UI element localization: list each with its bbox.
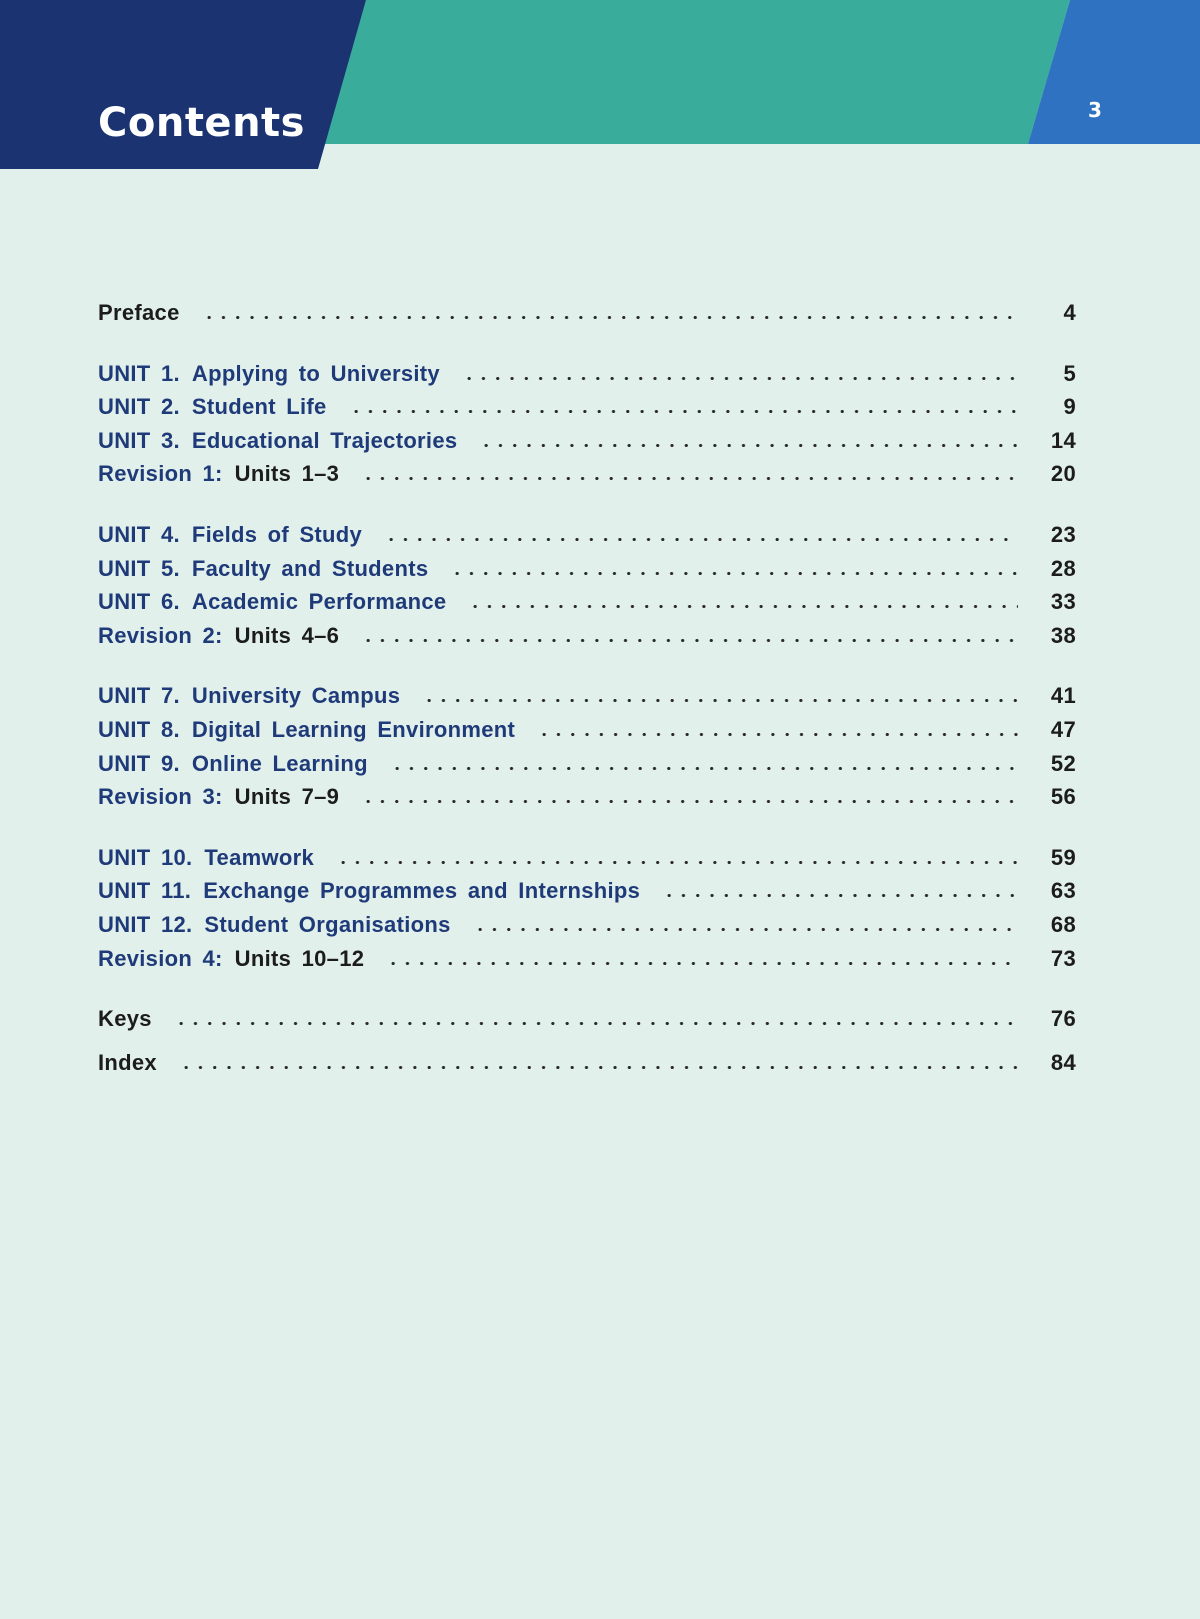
entry-title: Applying to University	[191, 360, 440, 386]
dot-leader	[349, 410, 1018, 413]
toc-group	[98, 300, 1076, 334]
unit-label: UNIT 7.	[98, 683, 180, 709]
unit-label: UNIT 9.	[98, 750, 180, 776]
toc-entry[interactable]	[98, 1050, 1076, 1084]
page-ref: 33	[1050, 589, 1076, 615]
dot-leader	[361, 477, 1018, 480]
dot-leader	[479, 444, 1018, 447]
page-number: 3	[1088, 98, 1102, 122]
entry-title: Units 10–12	[234, 945, 365, 971]
page-ref: 63	[1050, 878, 1076, 904]
dot-leader	[179, 1066, 1018, 1069]
page-ref: 9	[1063, 394, 1076, 420]
page-ref: 59	[1050, 844, 1076, 870]
entry-title: Index	[98, 1049, 157, 1075]
table-of-contents	[98, 300, 1076, 1110]
unit-label: UNIT 8.	[98, 716, 180, 742]
dot-leader	[361, 800, 1018, 803]
toc-entry[interactable]	[98, 522, 1076, 556]
unit-label: UNIT 6.	[98, 589, 180, 615]
page-ref: 14	[1050, 427, 1076, 453]
toc-entry[interactable]	[98, 461, 1076, 495]
toc-entry[interactable]	[98, 300, 1076, 334]
toc-entry[interactable]	[98, 428, 1076, 462]
entry-title: Keys	[98, 1006, 152, 1032]
unit-label: UNIT 12.	[98, 911, 193, 937]
entry-title: Student Life	[191, 394, 327, 420]
page-header	[0, 0, 1200, 170]
dot-leader	[537, 733, 1018, 736]
toc-entry[interactable]	[98, 1006, 1076, 1040]
page-ref: 73	[1050, 945, 1076, 971]
dot-leader	[384, 538, 1018, 541]
page-ref: 52	[1050, 750, 1076, 776]
toc-entry[interactable]	[98, 878, 1076, 912]
dot-leader	[473, 928, 1018, 931]
toc-entry[interactable]	[98, 394, 1076, 428]
toc-entry[interactable]	[98, 845, 1076, 879]
toc-entry[interactable]	[98, 946, 1076, 980]
dot-leader	[390, 767, 1018, 770]
entry-title: Teamwork	[204, 844, 315, 870]
page-ref: 38	[1050, 622, 1076, 648]
revision-label: Revision 2:	[98, 622, 223, 648]
page-ref: 23	[1050, 521, 1076, 547]
toc-group	[98, 1006, 1076, 1083]
page-ref: 41	[1050, 683, 1076, 709]
page-ref: 28	[1050, 555, 1076, 581]
entry-title: Educational Trajectories	[191, 427, 458, 453]
dot-leader	[468, 605, 1018, 608]
dot-leader	[336, 861, 1018, 864]
entry-title: Academic Performance	[191, 589, 447, 615]
entry-title: Online Learning	[191, 750, 368, 776]
page-ref: 4	[1063, 300, 1076, 325]
unit-label: UNIT 4.	[98, 521, 180, 547]
entry-title: Fields of Study	[191, 521, 363, 547]
revision-label: Revision 3:	[98, 784, 223, 810]
revision-label: Revision 4:	[98, 945, 223, 971]
toc-entry[interactable]	[98, 717, 1076, 751]
page-ref: 47	[1050, 716, 1076, 742]
entry-title: Units 4–6	[234, 622, 340, 648]
entry-title: Exchange Programmes and Internships	[203, 878, 641, 904]
unit-label: UNIT 10.	[98, 844, 193, 870]
unit-label: UNIT 2.	[98, 394, 180, 420]
entry-title: Preface	[98, 300, 180, 325]
toc-entry[interactable]	[98, 912, 1076, 946]
toc-entry[interactable]	[98, 751, 1076, 785]
dot-leader	[662, 894, 1018, 897]
dot-leader	[202, 316, 1018, 319]
page-ref: 56	[1050, 784, 1076, 810]
toc-group	[98, 845, 1076, 979]
toc-entry[interactable]	[98, 683, 1076, 717]
revision-label: Revision 1:	[98, 461, 223, 487]
dot-leader	[386, 962, 1018, 965]
dot-leader	[422, 699, 1018, 702]
entry-title: University Campus	[191, 683, 401, 709]
page-ref: 76	[1050, 1006, 1076, 1032]
entry-title: Student Organisations	[204, 911, 451, 937]
toc-entry[interactable]	[98, 623, 1076, 657]
dot-leader	[174, 1022, 1018, 1025]
entry-title: Units 1–3	[234, 461, 340, 487]
page-title: Contents	[98, 100, 305, 146]
unit-label: UNIT 5.	[98, 555, 180, 581]
page-ref: 20	[1050, 461, 1076, 487]
dot-leader	[361, 639, 1018, 642]
entry-title: Faculty and Students	[191, 555, 429, 581]
toc-group	[98, 522, 1076, 656]
unit-label: UNIT 11.	[98, 878, 192, 904]
toc-entry[interactable]	[98, 784, 1076, 818]
dot-leader	[450, 572, 1018, 575]
dot-leader	[462, 377, 1018, 380]
page-ref: 5	[1063, 360, 1076, 386]
teal-band-right	[322, 0, 1070, 144]
toc-entry[interactable]	[98, 361, 1076, 395]
toc-entry[interactable]	[98, 556, 1076, 590]
entry-title: Digital Learning Environment	[191, 716, 516, 742]
toc-group	[98, 361, 1076, 495]
toc-group	[98, 683, 1076, 817]
page-ref: 68	[1050, 911, 1076, 937]
page-ref: 84	[1050, 1049, 1076, 1075]
unit-label: UNIT 1.	[98, 360, 180, 386]
toc-entry[interactable]	[98, 589, 1076, 623]
entry-title: Units 7–9	[234, 784, 340, 810]
unit-label: UNIT 3.	[98, 427, 180, 453]
